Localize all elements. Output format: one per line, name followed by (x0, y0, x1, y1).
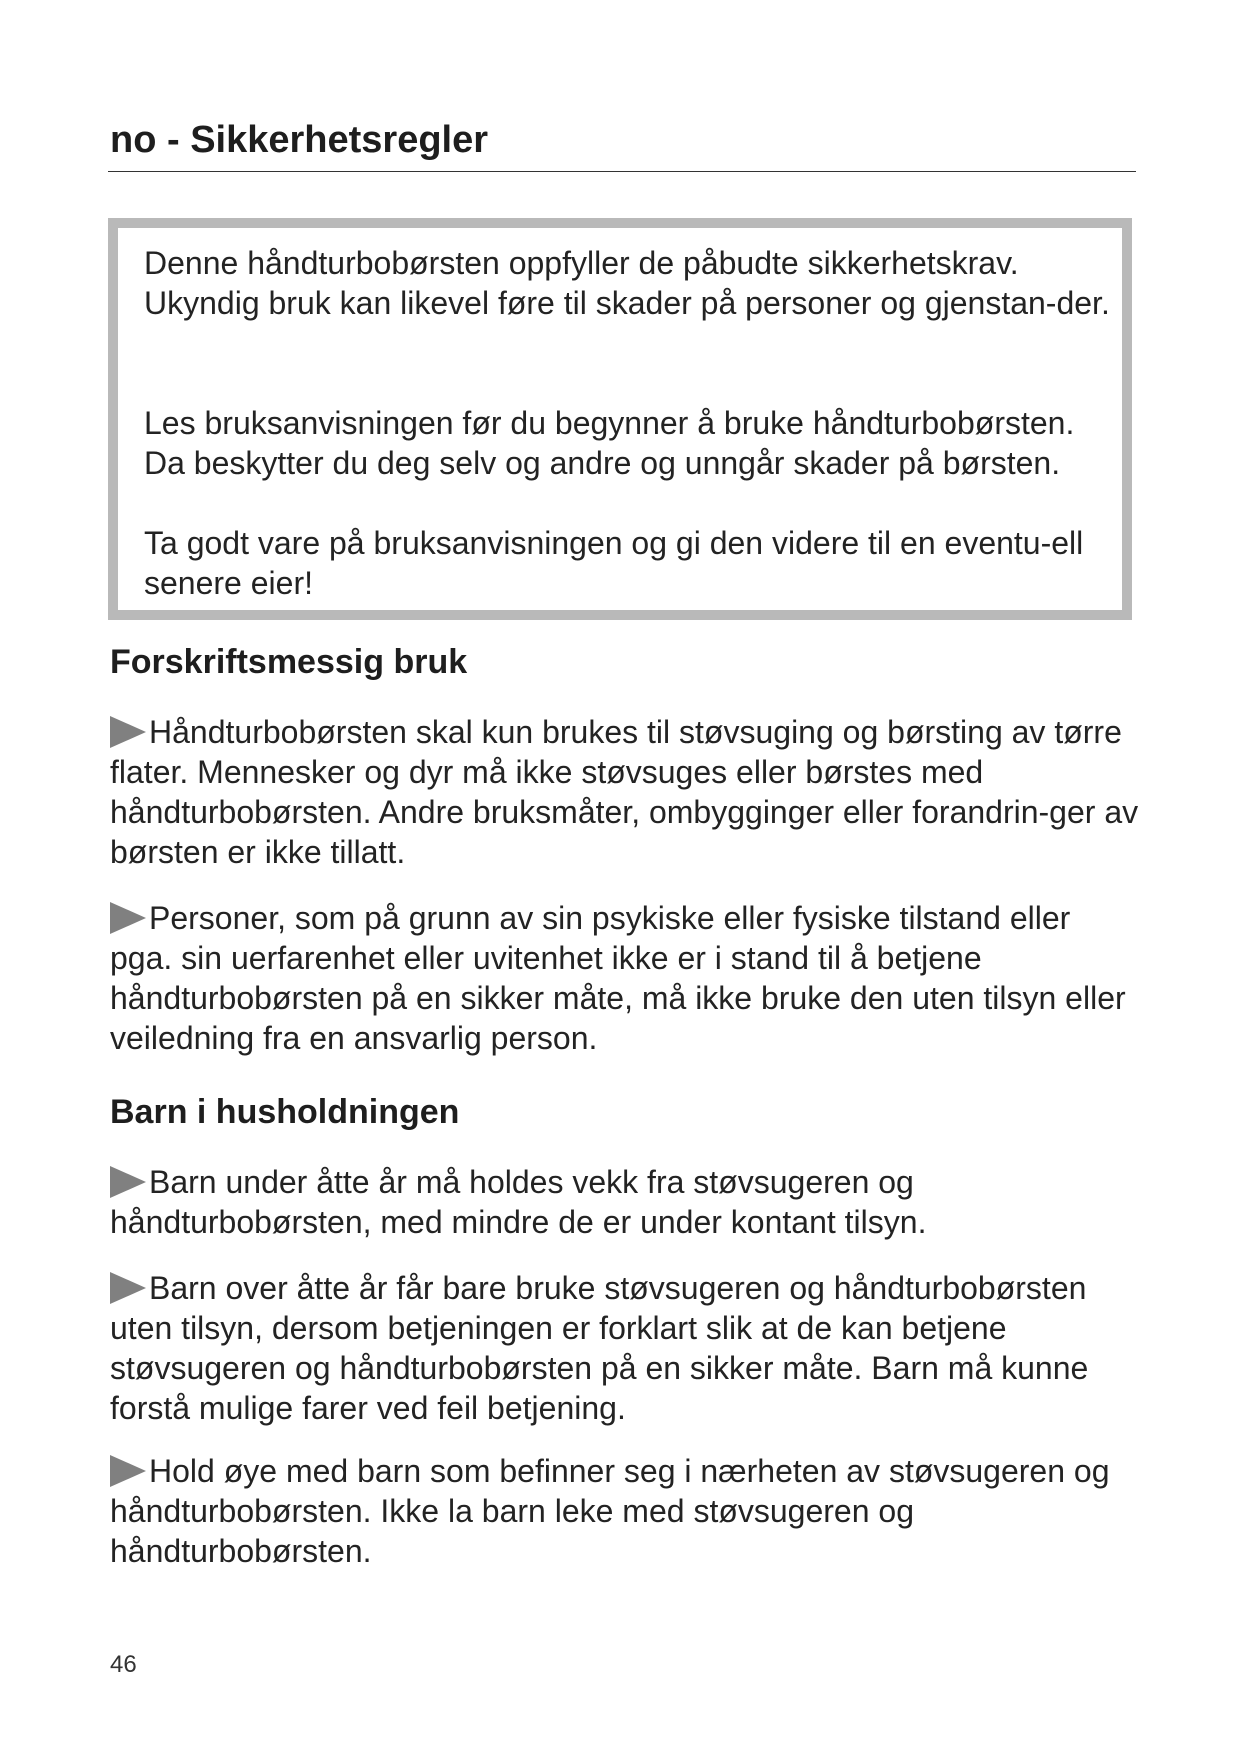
safety-rule-text: Håndturbobørsten skal kun brukes til støvsuging og børsting av tørre flater. Mennesker og dyr må ikke støvsuges eller børstes med håndturbobørsten. Andre bruksmåter, ombygginger eller forandrin-ger av børsten er ikke tillatt. (110, 714, 1139, 870)
safety-rule-item (110, 898, 1140, 1058)
safety-rule-item (110, 1162, 1140, 1242)
safety-notice-box (108, 218, 1132, 620)
notice-paragraph: Denne håndturbobørsten oppfyller de påbudte sikkerhetskrav. Ukyndig bruk kan likevel føre til skader på personer og gjenstan-der. (144, 245, 1110, 321)
notice-paragraph: Les bruksanvisningen før du begynner å bruke håndturbobørsten. Da beskytter du deg selv og andre og unngår skader på børsten. (144, 405, 1075, 481)
arrow-right-icon (110, 1455, 146, 1487)
arrow-right-icon (110, 902, 146, 934)
safety-rule-text: Barn under åtte år må holdes vekk fra støvsugeren og håndturbobørsten, med mindre de er under kontant tilsyn. (110, 1164, 927, 1240)
safety-rule-text: Personer, som på grunn av sin psykiske eller fysiske tilstand eller pga. sin uerfarenhet eller uvitenhet ikke er i stand til å betjene håndturbobørsten på en sikker måte, må ikke bruke den uten tilsyn eller veiledning fra en ansvarlig person. (110, 900, 1126, 1056)
safety-rule-item (110, 1451, 1140, 1571)
safety-rule-text: Barn over åtte år får bare bruke støvsugeren og håndturbobørsten uten tilsyn, dersom betjeningen er forklart slik at de kan betjene støvsugeren og håndturbobørsten på en sikker måte. Barn må kunne forstå mulige farer ved feil betjening. (110, 1270, 1089, 1426)
safety-rule-item (110, 1268, 1140, 1428)
safety-rule-text: Hold øye med barn som befinner seg i nærheten av støvsugeren og håndturbobørsten. Ikke la barn leke med støvsugeren og håndturbobørsten. (110, 1453, 1110, 1569)
safety-rule-item (110, 712, 1140, 872)
notice-paragraph: Ta godt vare på bruksanvisningen og gi den videre til en eventu-ell senere eier! (144, 525, 1084, 601)
section-heading-children: Barn i husholdningen (110, 1093, 460, 1131)
page-title: no - Sikkerhetsregler (110, 119, 489, 161)
title-divider (108, 171, 1136, 172)
section-heading-intended-use: Forskriftsmessig bruk (110, 643, 468, 681)
page-number: 46 (110, 1651, 137, 1678)
arrow-right-icon (110, 1272, 146, 1304)
arrow-right-icon (110, 1166, 146, 1198)
arrow-right-icon (110, 716, 146, 748)
